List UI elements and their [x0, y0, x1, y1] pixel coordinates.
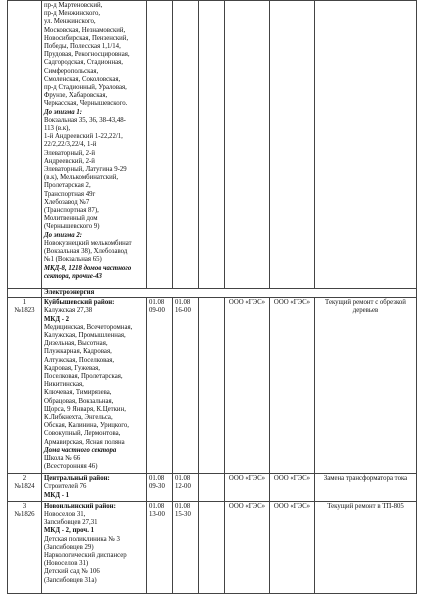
reason-cell [315, 298, 417, 474]
org-cell [270, 474, 315, 502]
number-cell [8, 298, 42, 474]
number-cell [8, 501, 42, 593]
org-name: ООО «ГЭС» [273, 502, 311, 510]
address-line: Новоселов 31, [44, 511, 86, 519]
address-line: Фрунзе, Хабаровская, [44, 92, 108, 100]
address-line: Черкасская, Чернышевского. [44, 100, 128, 108]
request-code: №1823 [14, 307, 35, 315]
address-line: Симферопольская, [44, 67, 99, 75]
section-label: Электроэнергия [42, 289, 417, 298]
address-line: (Запсибовцев 31а) [44, 576, 97, 584]
address-line: (Чернышевского 9) [44, 223, 100, 231]
address-line: Куйбышевский район: [44, 299, 115, 307]
end-date: 01.08 [175, 502, 191, 510]
address-line: Центральный район: [44, 475, 110, 483]
address-line: Щорса, 9 Января, К.Цеткин, [44, 405, 126, 413]
address-line: Обрацовая, Вокзальная, [44, 397, 114, 405]
request-code: №1824 [14, 483, 35, 491]
empty-cell [199, 298, 225, 474]
address-line: Калужская 27,38 [44, 307, 93, 315]
start-cell [147, 474, 173, 502]
address-line: Садгородская, Стадионная, [44, 59, 123, 67]
start-date: 01.08 [149, 502, 165, 510]
request-code: №1826 [14, 511, 35, 519]
address-line: (Вокзальная 38), Хлебозавод [44, 248, 128, 256]
section-number-cell [8, 289, 42, 298]
start-cell [147, 1, 173, 289]
address-line: Детский сад № 106 [44, 568, 100, 576]
address-line: МКД - 2 [44, 315, 70, 323]
address-line: (в.к), Мелькомбинатский, [44, 174, 119, 182]
address-line: сектора, прочие-43 [44, 272, 102, 280]
address-line: 22/2,22/3,22/4, 1-й [44, 141, 97, 149]
org-cell [270, 1, 315, 289]
empty-cell [199, 501, 225, 593]
end-cell [173, 1, 199, 289]
reason-cell [315, 501, 417, 593]
reason-text: Текущий ремонт в ТП-805 [327, 502, 404, 510]
org-name: ООО «ГЭС» [273, 299, 311, 307]
reason-text: Текущий ремонт с обрезкой деревьев [325, 299, 406, 315]
address-line: пр-д Стадионный, Ураловая, [44, 84, 127, 92]
address-cell [42, 501, 147, 593]
end-time: 16-00 [175, 307, 191, 315]
address-line: Московская, Незнамовский, [44, 26, 126, 34]
end-cell [173, 501, 199, 593]
org-cell [270, 298, 315, 474]
end-cell [173, 298, 199, 474]
address-line: Плужкарная, Кадровая, [44, 348, 112, 356]
address-line: Обская, Калинина, Урицкого, [44, 422, 129, 430]
address-line: Медицинская, Всечеторомная, [44, 323, 133, 331]
end-date: 01.08 [175, 475, 191, 483]
address-line: МКД - 1 [44, 491, 70, 499]
org-cell [270, 501, 315, 593]
address-line: Вокзальная 35, 36, 38-43,48- [44, 116, 126, 124]
org-cell [225, 501, 270, 593]
end-time: 15-30 [175, 511, 191, 519]
address-line: Никитинская, [44, 381, 84, 389]
org-cell [225, 474, 270, 502]
address-line: Школа № 66 [44, 455, 81, 463]
address-line: Новоильинский район: [44, 502, 116, 510]
row-number: 1 [22, 299, 27, 307]
address-line: Ключевая, Тимирязева, [44, 389, 112, 397]
address-line: Кадровая, Гужевая, [44, 364, 100, 372]
address-line: Дизельная, Высотная, [44, 340, 108, 348]
address-line: Хлебозавод №7 [44, 198, 90, 206]
address-line: Новокузнецкий мелькомбинат [44, 239, 132, 247]
address-line: Совокупный, Лермонтова, [44, 430, 121, 438]
address-line: Элеваторный, 2-й [44, 149, 95, 157]
address-line: Пролетарская 2, [44, 182, 91, 190]
address-line: (Транспортная 87), [44, 207, 99, 215]
address-line: №1 (Вокзальная 65) [44, 256, 102, 264]
start-time: 13-00 [149, 511, 165, 519]
address-line: Победы, Полесская 1,1/14, [44, 43, 121, 51]
address-line: Транспортная 49г [44, 190, 96, 198]
address-line: К.Либкнехта, Энгельса, [44, 414, 113, 422]
address-cell [42, 298, 147, 474]
start-time: 09-00 [149, 307, 165, 315]
outage-table [7, 0, 417, 594]
number-cell [8, 474, 42, 502]
number-cell [8, 1, 42, 289]
address-line: Дома частного сектора [44, 446, 117, 454]
address-line: Армавирская, Ясная поляна [44, 438, 125, 446]
table-row [8, 501, 417, 593]
address-line: Элеваторный, Латугина 9-29 [44, 166, 127, 174]
address-line: Наркологический диспансер [44, 552, 127, 560]
address-cell [42, 474, 147, 502]
reason-cell [315, 1, 417, 289]
start-cell [147, 501, 173, 593]
start-cell [147, 298, 173, 474]
address-line: До эпизма 2: [44, 231, 83, 239]
org-cell [225, 298, 270, 474]
address-line: Детская поликлиника № 3 [44, 535, 120, 543]
org-name: ООО «ГЭС» [228, 299, 266, 307]
address-line: Молитвенный дом [44, 215, 98, 223]
reason-cell [315, 474, 417, 502]
end-time: 12-00 [175, 483, 191, 491]
address-line: пр-д Менжинского, [44, 10, 101, 18]
address-line: Запсибовцев 27,31 [44, 519, 98, 527]
address-line: ул. Менжинского, [44, 18, 96, 26]
empty-cell [199, 1, 225, 289]
start-date: 01.08 [149, 475, 165, 483]
table-row [8, 298, 417, 474]
start-time: 09-30 [149, 483, 165, 491]
empty-cell [199, 474, 225, 502]
reason-text: Замена трансформатора тока [323, 475, 408, 483]
address-line: До эпизма 1: [44, 108, 83, 116]
start-date: 01.08 [149, 299, 165, 307]
end-cell [173, 474, 199, 502]
address-line: пр-д Мартеновский, [44, 2, 103, 9]
address-line: Строителей 76 [44, 483, 87, 491]
section-row [8, 289, 417, 298]
address-line: Прудовая, Рекогносцировная, [44, 51, 130, 59]
address-line: МКД-8, 1218 домов частного [44, 264, 132, 272]
address-line: (Новоселов 31) [44, 560, 89, 568]
address-line: Калужская, Промышленная, [44, 332, 126, 340]
address-line: (Всесторонняя 46) [44, 463, 98, 471]
address-line: Алтужская, Поселковая, [44, 356, 115, 364]
org-name: ООО «ГЭС» [273, 475, 311, 483]
address-line: Андреевский, 2-й [44, 157, 95, 165]
table-row [8, 1, 417, 289]
address-line: 1-й Андреевский 1-22,22/1, [44, 133, 123, 141]
address-cell [42, 1, 147, 289]
row-number: 2 [22, 475, 27, 483]
org-name: ООО «ГЭС» [228, 502, 266, 510]
address-line: Поселковая, Пролетарская, [44, 373, 123, 381]
address-line: Смоленская, Соколовская, [44, 75, 121, 83]
address-line: (Запсибовцев 29) [44, 543, 94, 551]
end-date: 01.08 [175, 299, 191, 307]
address-line: 113 (в.к), [44, 125, 71, 133]
row-number: 3 [22, 502, 27, 510]
org-cell [225, 1, 270, 289]
table-row [8, 474, 417, 502]
org-name: ООО «ГЭС» [228, 475, 266, 483]
address-line: МКД - 2, проч. 1 [44, 527, 95, 535]
address-line: Новосибирская, Пензенский, [44, 34, 129, 42]
